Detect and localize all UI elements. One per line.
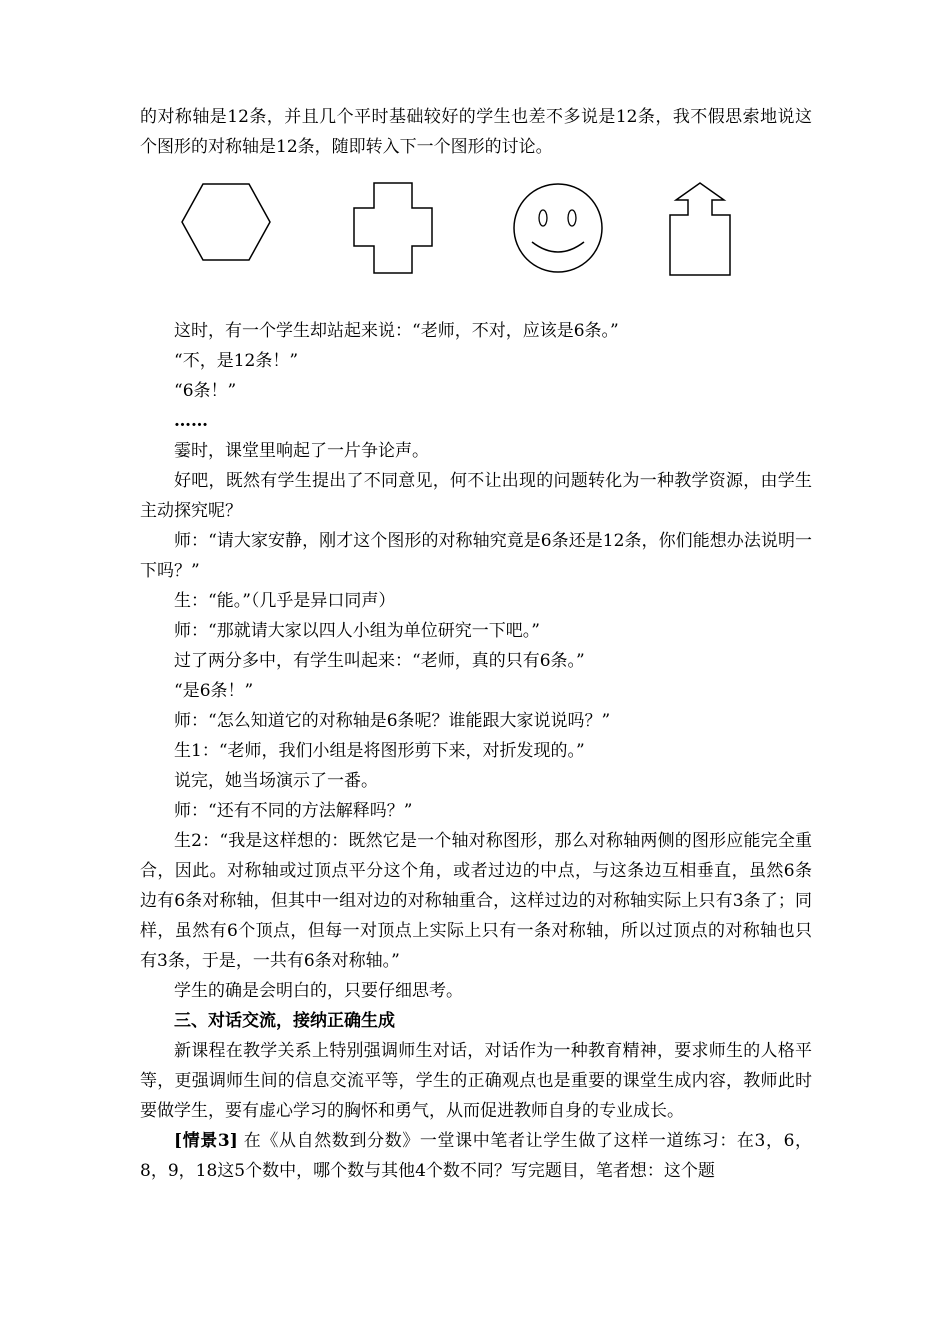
line-6: 好吧，既然有学生提出了不同意见，何不让出现的问题转化为一种教学资源，由学生主动探究呢？ [140, 471, 812, 521]
line-7: 师：“请大家安静，刚才这个图形的对称轴究竟是6条还是12条，你们能想办法说明一下吗？” [140, 531, 812, 581]
scene-tag: [情景3] [174, 1131, 238, 1151]
line-12: 师：“怎么知道它的对称轴是6条呢？谁能跟大家说说吗？” [174, 711, 611, 731]
arrow-house-figure [668, 182, 732, 277]
line-16: 生2：“我是这样想的：既然它是一个轴对称图形，那么对称轴两侧的图形应能完全重合，因此。对称轴或过顶点平分这个角，或者过边的中点，与这条边互相垂直，虽然6条边有6条对称轴，但其中一组对边的对称轴重合，这样过边的对称轴实际上只有3条了；同样，虽然有6个顶点，但每一对顶点上实际上只有一条对称轴，所以过顶点的对称轴也只有3条，于是，一共有6条对称轴。” [140, 831, 812, 971]
line-9: 师：“那就请大家以四人小组为单位研究一下吧。” [174, 621, 540, 641]
paragraph-1: 新课程在教学关系上特别强调师生对话，对话作为一种教育精神，要求师生的人格平等，更强调师生间的信息交流平等，学生的正确观点也是重要的课堂生成内容，教师此时要做学生，要有虚心学习的胸怀和勇气，从而促进教师自身的专业成长。 [140, 1041, 812, 1121]
line-14: 说完，她当场演示了一番。 [174, 771, 378, 791]
line-15: 师：“还有不同的方法解释吗？” [174, 801, 413, 821]
line-3: “6条！” [174, 381, 237, 401]
line-4: …… [174, 411, 208, 431]
scene-paragraph [140, 1126, 812, 1186]
line-17: 学生的确是会明白的，只要仔细思考。 [174, 981, 463, 1001]
line-13: 生1：“老师，我们小组是将图形剪下来，对折发现的。” [174, 741, 585, 761]
intro-paragraph: 的对称轴是12条，并且几个平时基础较好的学生也差不多说是12条，我不假思索地说这个图形的对称轴是12条，随即转入下一个图形的讨论。 [140, 107, 812, 157]
smiley-figure [512, 182, 604, 274]
scene-text: 在《从自然数到分数》一堂课中笔者让学生做了这样一道练习：在3，6，8，9，18这5个数中，哪个数与其他4个数不同？写完题目，笔者想：这个题 [140, 1131, 813, 1181]
line-1: 这时，有一个学生却站起来说：“老师，不对，应该是6条。” [174, 321, 619, 341]
document-page [140, 102, 812, 1186]
line-2: “不，是12条！” [174, 351, 299, 371]
line-10: 过了两分多中，有学生叫起来：“老师，真的只有6条。” [174, 651, 585, 671]
cross-figure [352, 182, 434, 274]
line-5: 霎时，课堂里响起了一片争论声。 [174, 441, 429, 461]
section-heading: 三、对话交流，接纳正确生成 [174, 1011, 395, 1031]
figure-row [140, 182, 812, 312]
line-8: 生：“能。”（几乎是异口同声） [174, 591, 396, 611]
line-11: “是6条！” [174, 681, 254, 701]
hexagon-figure [180, 182, 272, 262]
